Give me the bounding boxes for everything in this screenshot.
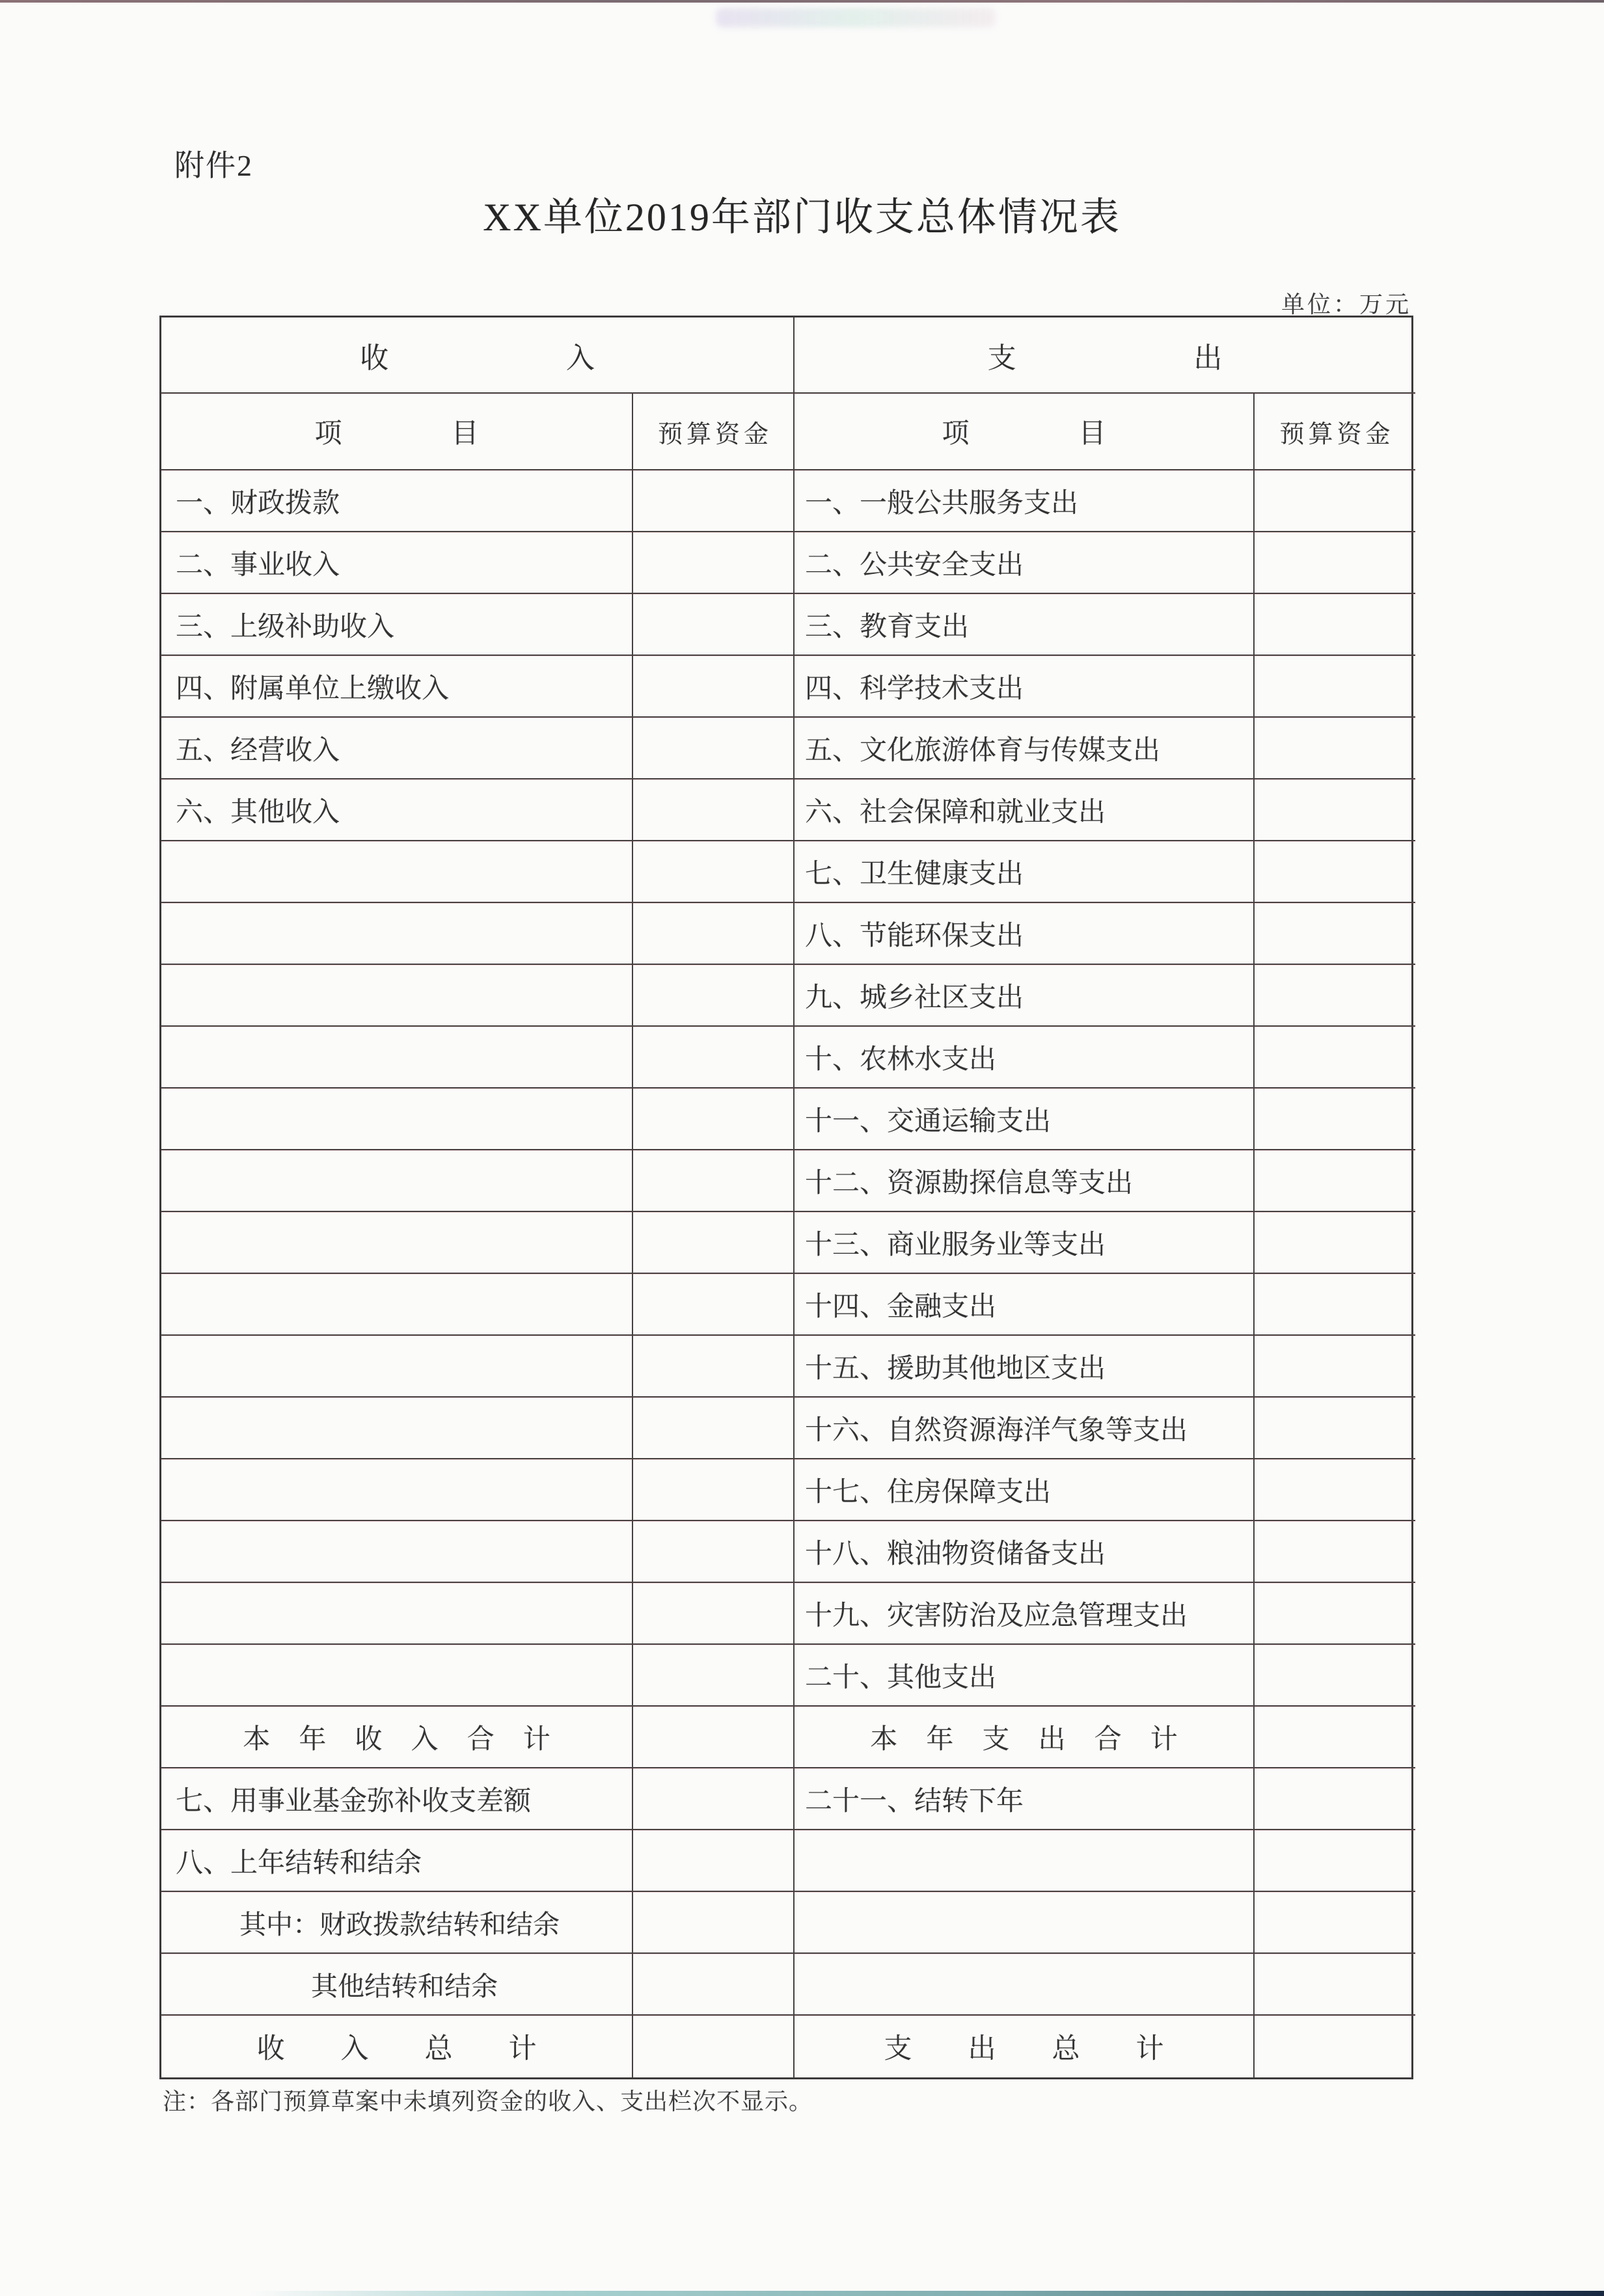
scan-artifact-top-line — [0, 0, 1604, 3]
income-item-cell — [161, 1645, 633, 1707]
income-budget-cell — [633, 1088, 795, 1150]
expense-item-cell: 一、一般公共服务支出 — [795, 470, 1255, 532]
income-item-cell: 三、上级补助收入 — [161, 594, 633, 656]
income-budget-column-header: 预算资金 — [633, 394, 795, 470]
expense-item-cell: 三、教育支出 — [795, 594, 1255, 656]
income-budget-cell — [633, 1768, 795, 1830]
expense-budget-cell — [1255, 1521, 1415, 1583]
income-item-cell: 七、用事业基金弥补收支差额 — [161, 1768, 633, 1830]
expense-budget-cell — [1255, 1274, 1415, 1336]
expense-budget-cell — [1255, 532, 1415, 594]
income-item-cell — [161, 1521, 633, 1583]
income-item-column-header: 项目 — [161, 394, 633, 470]
expense-item-cell: 十八、粮油物资储备支出 — [795, 1521, 1255, 1583]
income-budget-cell — [633, 594, 795, 656]
expense-item-cell: 十七、住房保障支出 — [795, 1459, 1255, 1521]
income-budget-cell — [633, 1892, 795, 1954]
income-item-cell: 收入总计 — [161, 2016, 633, 2077]
page-title: XX单位2019年部门收支总体情况表 — [483, 196, 1121, 239]
expense-budget-cell — [1255, 779, 1415, 841]
income-item-cell — [161, 1459, 633, 1521]
income-budget-cell — [633, 718, 795, 779]
scan-artifact-bottom-strip — [247, 2291, 1604, 2296]
income-item-cell: 八、上年结转和结余 — [161, 1830, 633, 1892]
income-item-cell — [161, 1027, 633, 1088]
income-budget-cell — [633, 1027, 795, 1088]
income-item-cell: 其中：财政拨款结转和结余 — [161, 1892, 633, 1954]
income-budget-cell — [633, 1398, 795, 1459]
income-item-cell — [161, 1088, 633, 1150]
expense-budget-cell — [1255, 1212, 1415, 1274]
expense-budget-cell — [1255, 1150, 1415, 1212]
income-item-cell — [161, 1583, 633, 1645]
expense-budget-column-header: 预算资金 — [1255, 394, 1415, 470]
expense-item-cell: 十二、资源勘探信息等支出 — [795, 1150, 1255, 1212]
attachment-label: 附件2 — [174, 149, 253, 182]
income-item-cell: 五、经营收入 — [161, 718, 633, 779]
income-item-cell: 二、事业收入 — [161, 532, 633, 594]
expense-budget-cell — [1255, 1336, 1415, 1398]
expense-budget-cell — [1255, 1830, 1415, 1892]
expense-item-cell: 九、城乡社区支出 — [795, 965, 1255, 1027]
expense-budget-cell — [1255, 1398, 1415, 1459]
expense-item-cell: 十九、灾害防治及应急管理支出 — [795, 1583, 1255, 1645]
expense-item-cell: 本年支出合计 — [795, 1707, 1255, 1768]
expense-item-column-header: 项目 — [795, 394, 1255, 470]
expense-budget-cell — [1255, 1088, 1415, 1150]
expense-budget-cell — [1255, 903, 1415, 965]
income-item-cell — [161, 1336, 633, 1398]
income-budget-cell — [633, 532, 795, 594]
expense-budget-cell — [1255, 656, 1415, 718]
income-item-cell: 其他结转和结余 — [161, 1954, 633, 2016]
expense-budget-cell — [1255, 1459, 1415, 1521]
expense-item-cell: 四、科学技术支出 — [795, 656, 1255, 718]
income-budget-cell — [633, 841, 795, 903]
expense-item-cell: 七、卫生健康支出 — [795, 841, 1255, 903]
income-section-header: 收入 — [161, 317, 795, 394]
income-budget-cell — [633, 2016, 795, 2077]
expense-item-cell: 二十、其他支出 — [795, 1645, 1255, 1707]
expense-item-cell: 支出总计 — [795, 2016, 1255, 2077]
expense-item-cell: 十一、交通运输支出 — [795, 1088, 1255, 1150]
income-item-cell — [161, 1212, 633, 1274]
income-budget-cell — [633, 903, 795, 965]
income-budget-cell — [633, 1645, 795, 1707]
expense-budget-cell — [1255, 965, 1415, 1027]
income-budget-cell — [633, 1336, 795, 1398]
income-item-cell — [161, 1150, 633, 1212]
income-item-cell — [161, 1398, 633, 1459]
income-budget-cell — [633, 1459, 795, 1521]
footnote: 注：各部门预算草案中未填列资金的收入、支出栏次不显示。 — [163, 2088, 813, 2114]
income-budget-cell — [633, 656, 795, 718]
income-budget-cell — [633, 779, 795, 841]
expense-item-cell — [795, 1830, 1255, 1892]
income-budget-cell — [633, 1830, 795, 1892]
budget-table — [159, 316, 1413, 2079]
expense-budget-cell — [1255, 1027, 1415, 1088]
income-item-cell: 一、财政拨款 — [161, 470, 633, 532]
income-item-cell: 六、其他收入 — [161, 779, 633, 841]
income-budget-cell — [633, 1150, 795, 1212]
income-budget-cell — [633, 1274, 795, 1336]
income-item-cell — [161, 1274, 633, 1336]
expense-item-cell: 八、节能环保支出 — [795, 903, 1255, 965]
scan-artifact-smudge — [716, 8, 996, 27]
income-budget-cell — [633, 1521, 795, 1583]
income-budget-cell — [633, 1583, 795, 1645]
expense-budget-cell — [1255, 1954, 1415, 2016]
expense-budget-cell — [1255, 1892, 1415, 1954]
expense-item-cell: 五、文化旅游体育与传媒支出 — [795, 718, 1255, 779]
unit-label: 单位：万元 — [1281, 291, 1411, 317]
income-budget-cell — [633, 1707, 795, 1768]
income-item-cell: 四、附属单位上缴收入 — [161, 656, 633, 718]
expense-item-cell: 二、公共安全支出 — [795, 532, 1255, 594]
expense-item-cell: 十三、商业服务业等支出 — [795, 1212, 1255, 1274]
expense-budget-cell — [1255, 718, 1415, 779]
income-item-cell: 本年收入合计 — [161, 1707, 633, 1768]
expense-item-cell — [795, 1892, 1255, 1954]
expense-item-cell — [795, 1954, 1255, 2016]
income-budget-cell — [633, 470, 795, 532]
expense-budget-cell — [1255, 2016, 1415, 2077]
expense-budget-cell — [1255, 1645, 1415, 1707]
income-item-cell — [161, 903, 633, 965]
expense-item-cell: 十六、自然资源海洋气象等支出 — [795, 1398, 1255, 1459]
expense-item-cell: 十四、金融支出 — [795, 1274, 1255, 1336]
expense-item-cell: 十五、援助其他地区支出 — [795, 1336, 1255, 1398]
income-item-cell — [161, 841, 633, 903]
expense-item-cell: 十、农林水支出 — [795, 1027, 1255, 1088]
income-budget-cell — [633, 1212, 795, 1274]
expense-budget-cell — [1255, 594, 1415, 656]
expense-budget-cell — [1255, 1768, 1415, 1830]
income-item-cell — [161, 965, 633, 1027]
expense-section-header: 支出 — [795, 317, 1415, 394]
expense-budget-cell — [1255, 470, 1415, 532]
expense-budget-cell — [1255, 841, 1415, 903]
income-budget-cell — [633, 1954, 795, 2016]
expense-item-cell: 二十一、结转下年 — [795, 1768, 1255, 1830]
expense-item-cell: 六、社会保障和就业支出 — [795, 779, 1255, 841]
expense-budget-cell — [1255, 1707, 1415, 1768]
income-budget-cell — [633, 965, 795, 1027]
expense-budget-cell — [1255, 1583, 1415, 1645]
